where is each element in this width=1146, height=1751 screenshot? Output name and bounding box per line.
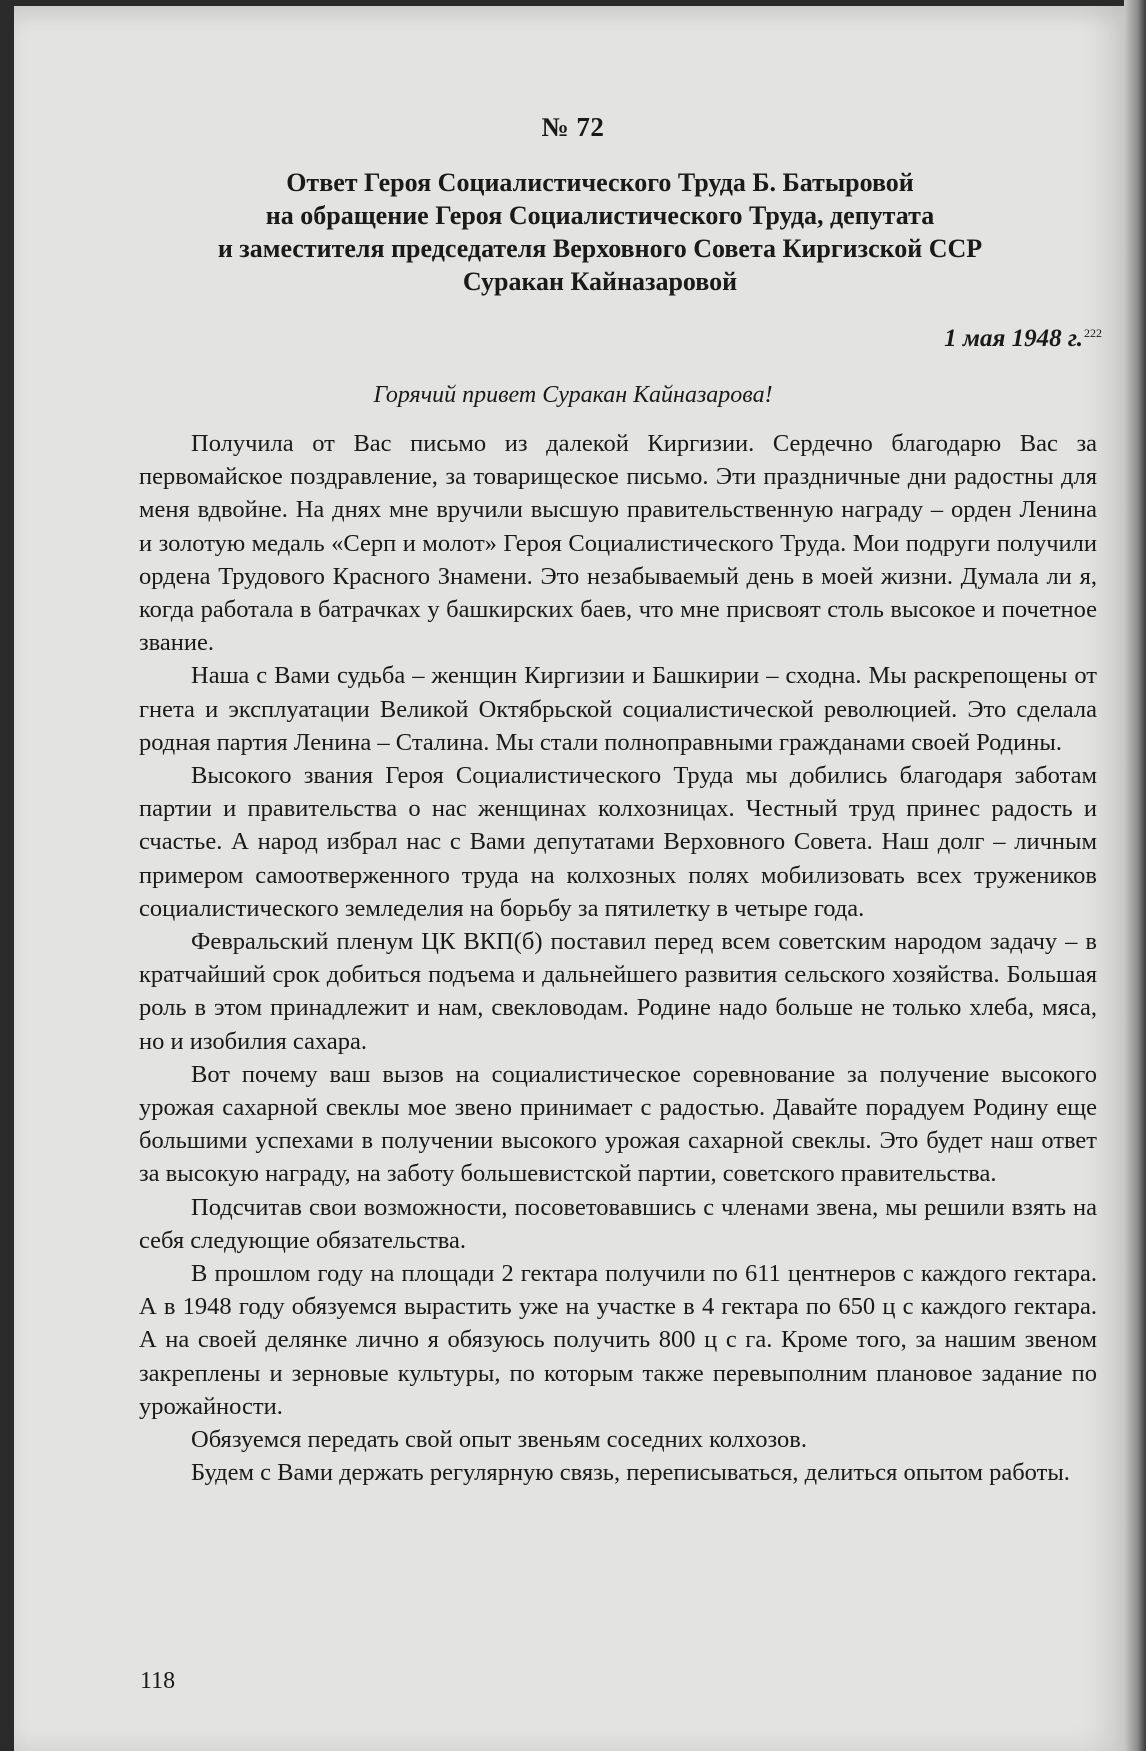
title-line: Суракан Кайназаровой <box>462 267 738 296</box>
document-date <box>944 325 1102 353</box>
document-title <box>150 166 1050 298</box>
paragraph: В прошлом году на площади 2 гектара получили по 611 центнеров с каждого гектара. А в 1948 году обязуемся вырастить уже на участке в 4 гектара по 650 ц с каждого гектара. А на своей делянке лично я обязуюсь получить 800 ц с га. Кроме того, за нашим звеном закреплены и зерновые культуры, по которым также перевыполним плановое задание по урожайности. <box>139 1260 1097 1420</box>
paragraph: Получила от Вас письмо из далекой Киргизии. Сердечно благодарю Вас за первомайское поздравление, за товарищеское письмо. Эти праздничные дни радостны для меня вдвойне. На днях мне вручили высшую правительственную награду – орден Ленина и золотую медаль «Серп и молот» Героя Социалистического Труда. Мои подруги получили ордена Трудового Красного Знамени. Это незабываемый день в моей жизни. Думала ли я, когда работала в батрачках у башкирских баев, что мне присвоят столь высокое и почетное звание. <box>139 430 1097 657</box>
paragraph: Наша с Вами судьба – женщин Киргизии и Башкирии – сходна. Мы раскрепощены от гнета и эксплуатации Великой Октябрьской социалистической революцией. Это сделала родная партия Ленина – Сталина. Мы стали полноправными гражданами своей Родины. <box>139 662 1097 756</box>
paragraph: Февральский пленум ЦК ВКП(б) поставил перед всем советским народом задачу – в кратчайший срок добиться подъема и дальнейшего развития сельского хозяйства. Большая роль в этом принадлежит и нам, свекловодам. Родине надо больше не только хлеба, мяса, но и изобилия сахара. <box>139 928 1097 1055</box>
date-text: 1 мая 1948 г. <box>944 325 1083 352</box>
page-edge <box>1124 0 1146 1751</box>
paragraph: Высокого звания Героя Социалистического Труда мы добились благодаря заботам партии и правительства о нас женщинах колхозницах. Честный труд принес радость и счастье. А народ избрал нас с Вами депутатами Верховного Совета. Наш долг – личным примером самоотверженного труда на колхозных полях мобилизовать всех тружеников социалистического земледелия на борьбу за пятилетку в четыре года. <box>139 762 1097 922</box>
paragraph: Подсчитав свои возможности, посоветовавшись с членами звена, мы решили взять на себя следующие обязательства. <box>139 1193 1097 1254</box>
title-line: Ответ Героя Социалистического Труда Б. Батыровой <box>286 168 914 197</box>
title-line: на обращение Героя Социалистического Труда, депутата <box>265 201 935 230</box>
letter-body <box>139 427 1097 1490</box>
footnote-reference: 222 <box>1084 325 1102 340</box>
paragraph: Обязуемся передать свой опыт звеньям соседних колхозов. <box>191 1426 808 1454</box>
paragraph: Будем с Вами держать регулярную связь, переписываться, делиться опытом работы. <box>191 1459 1070 1487</box>
paragraph: Вот почему ваш вызов на социалистическое соревнование за получение высокого урожая сахарной свеклы мое звено принимает с радостью. Давайте порадуем Родину еще большими успехами в получении высокого урожая сахарной свеклы. Это будет наш ответ за высокую награду, на заботу большевистской партии, советского правительства. <box>139 1060 1097 1188</box>
document-number: № 72 <box>541 112 605 142</box>
page-number: 118 <box>140 1668 176 1694</box>
title-line: и заместителя председателя Верховного Совета Киргизской ССР <box>217 234 983 263</box>
greeting: Горячий привет Суракан Кайназарова! <box>373 382 773 408</box>
